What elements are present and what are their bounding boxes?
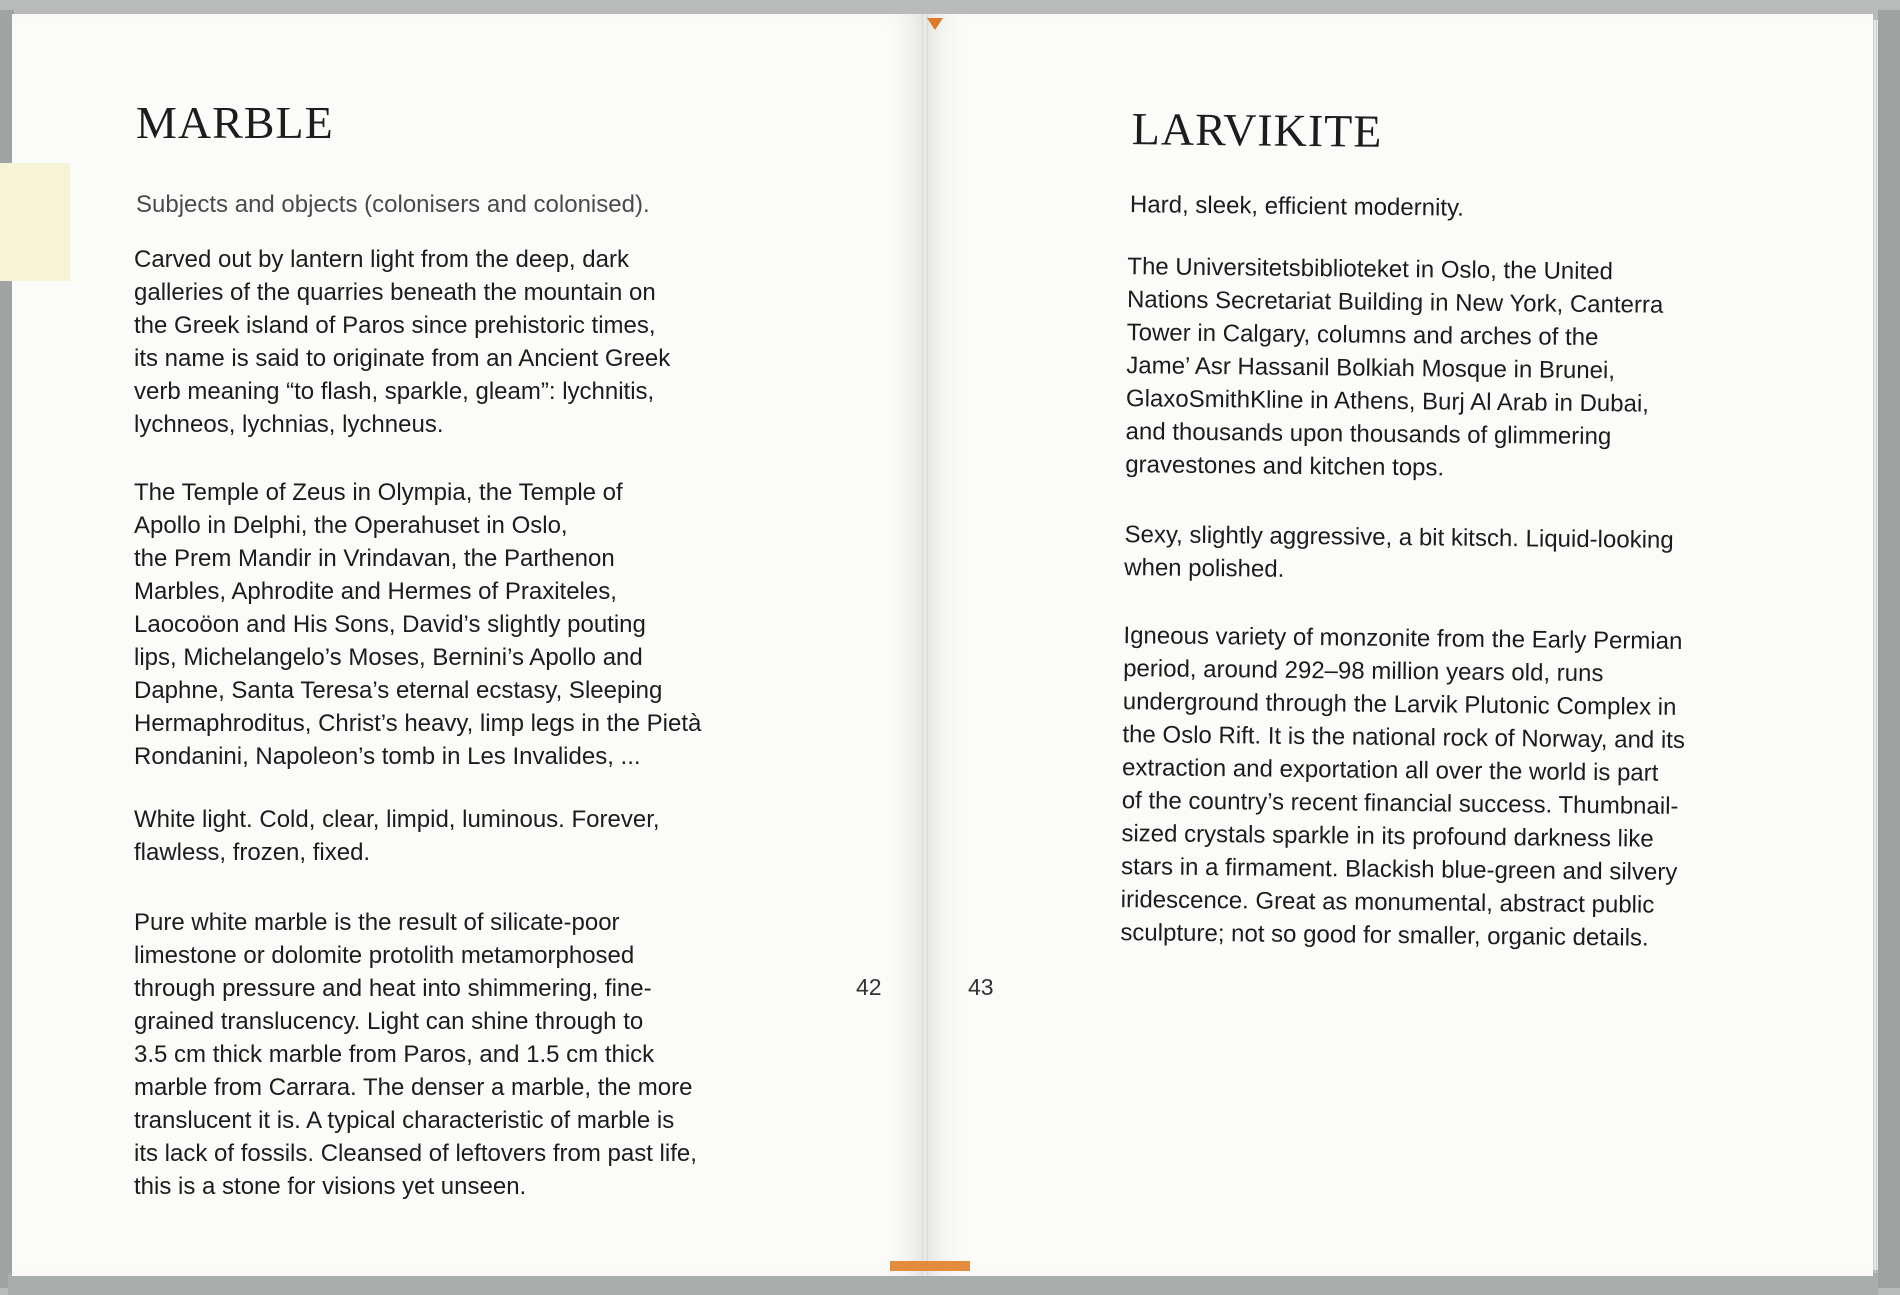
text-line: period, around 292–98 million years old, runs (1123, 655, 1604, 688)
text-line: the Prem Mandir in Vrindavan, the Parthenon (134, 545, 615, 572)
right-page-paragraph (1125, 250, 1664, 487)
book-gutter (922, 14, 928, 1276)
text-line: and thousands upon thousands of glimmering (1125, 418, 1612, 451)
text-line: 3.5 cm thick marble from Paros, and 1.5 cm thick (134, 1041, 655, 1068)
text-line: The Temple of Zeus in Olympia, the Temple of (134, 479, 623, 506)
right-page-number: 43 (968, 974, 994, 1000)
text-line: stars in a firmament. Blackish blue-green and silvery (1120, 853, 1678, 886)
text-line: Tower in Calgary, columns and arches of the (1126, 319, 1599, 352)
left-page-title: MARBLE (136, 97, 334, 148)
right-page-title: LARVIKITE (1131, 103, 1383, 157)
bookmark-tab (0, 163, 70, 281)
text-line: Rondanini, Napoleon’s tomb in Les Invalides, ... (134, 743, 641, 770)
text-line: through pressure and heat into shimmering, fine- (134, 975, 652, 1002)
book-cover-bottom-edge (8, 1273, 1878, 1295)
text-line: verb meaning “to flash, sparkle, gleam”: lychnitis, (134, 378, 655, 405)
text-line: its lack of fossils. Cleansed of leftovers from past life, (134, 1140, 697, 1167)
text-line: sculpture; not so good for smaller, organic details. (1120, 919, 1649, 952)
text-line: Carved out by lantern light from the deep, dark (134, 246, 629, 273)
text-line: Pure white marble is the result of silicate-poor (134, 909, 620, 936)
text-line: Jame’ Asr Hassanil Bolkiah Mosque in Brunei, (1126, 352, 1616, 385)
left-page (12, 14, 925, 1276)
text-line: flawless, frozen, fixed. (134, 839, 371, 866)
left-page-paragraph (134, 803, 660, 869)
right-page-paragraph (1120, 619, 1686, 955)
text-line: this is a stone for visions yet unseen. (134, 1173, 527, 1200)
text-line: The Universitetsbiblioteket in Oslo, the United (1127, 253, 1614, 286)
left-page-number: 42 (856, 974, 882, 1000)
ribbon-marker-top (927, 18, 943, 30)
text-line: Sexy, slightly aggressive, a bit kitsch. Liquid-looking (1124, 521, 1674, 554)
text-line: Marbles, Aphrodite and Hermes of Praxiteles, (134, 578, 617, 605)
text-line: Hermaphroditus, Christ’s heavy, limp legs in the Pietà (134, 710, 702, 737)
right-page-subtitle: Hard, sleek, efficient modernity. (1129, 191, 1465, 222)
text-line: the Greek island of Paros since prehistoric times, (134, 312, 656, 339)
text-line: of the country’s recent financial success. Thumbnail- (1121, 787, 1679, 820)
text-line: when polished. (1124, 554, 1285, 583)
text-line: lychneos, lychnias, lychneus. (134, 411, 444, 438)
text-line: iridescence. Great as monumental, abstract public (1120, 886, 1655, 919)
text-line: Daphne, Santa Teresa’s eternal ecstasy, Sleeping (134, 677, 663, 704)
book-cover-right-edge (1878, 10, 1900, 1288)
right-page-paragraph (1124, 518, 1674, 590)
text-line: lips, Michelangelo’s Moses, Bernini’s Apollo and (134, 644, 643, 671)
text-line: the Oslo Rift. It is the national rock of Norway, and its (1122, 721, 1686, 754)
text-line: its name is said to originate from an Ancient Greek (134, 345, 671, 372)
text-line: underground through the Larvik Plutonic Complex in (1122, 688, 1677, 721)
text-line: gravestones and kitchen tops. (1125, 451, 1445, 482)
left-page-paragraph (134, 906, 697, 1203)
text-line: extraction and exportation all over the world is part (1121, 754, 1659, 787)
text-line: translucent it is. A typical characteristic of marble is (134, 1107, 675, 1134)
text-line: marble from Carrara. The denser a marble, the more (134, 1074, 693, 1101)
right-page (925, 14, 1873, 1276)
text-line: Apollo in Delphi, the Operahuset in Oslo, (134, 512, 568, 539)
text-line: Igneous variety of monzonite from the Early Permian (1123, 622, 1683, 655)
text-line: Laocoöon and His Sons, David’s slightly pouting (134, 611, 646, 638)
text-line: Nations Secretariat Building in New York, Canterra (1126, 286, 1664, 319)
text-line: GlaxoSmithKline in Athens, Burj Al Arab in Dubai, (1125, 385, 1650, 418)
left-page-paragraph (134, 243, 670, 441)
text-line: White light. Cold, clear, limpid, luminous. Forever, (134, 806, 660, 833)
text-line: grained translucency. Light can shine through to (134, 1008, 644, 1035)
ribbon-marker-bottom (890, 1261, 970, 1271)
text-line: galleries of the quarries beneath the mountain on (134, 279, 656, 306)
text-line: sized crystals sparkle in its profound darkness like (1121, 820, 1654, 853)
left-page-subtitle: Subjects and objects (colonisers and colonised). (136, 191, 650, 218)
text-line: limestone or dolomite protolith metamorphosed (134, 942, 635, 969)
left-page-paragraph (134, 476, 701, 773)
